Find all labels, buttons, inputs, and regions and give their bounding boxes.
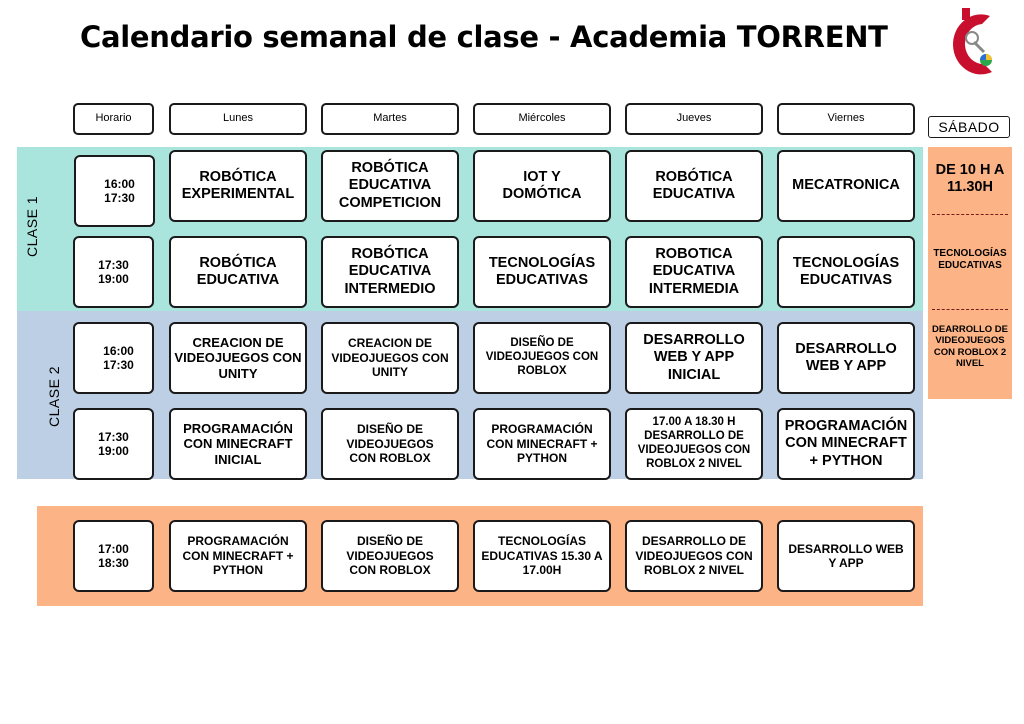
divider (932, 309, 1008, 310)
class-cell: CREACION DE VIDEOJUEGOS CON UNITY (169, 322, 307, 394)
saturday-time: DE 10 H A 11.30H (935, 162, 1005, 196)
class-cell: ROBÓTICA EXPERIMENTAL (169, 150, 307, 222)
class-cell: IOT Y DOMÓTICA (473, 150, 611, 222)
class-cell: DESARROLLO WEB Y APP INICIAL (625, 322, 763, 394)
class-cell: DESARROLLO WEB Y APP (777, 322, 915, 394)
class-cell: CREACION DE VIDEOJUEGOS CON UNITY (321, 322, 459, 394)
time-slot: 17:30 19:00 (73, 408, 154, 480)
class-cell: ROBÓTICA EDUCATIVA (169, 236, 307, 308)
header-martes: Martes (321, 103, 459, 135)
saturday-class1: TECNOLOGÍAS EDUCATIVAS (933, 248, 1007, 271)
class-cell: 17.00 A 18.30 H DESARROLLO DE VIDEOJUEGOS CON ROBLOX 2 NIVEL (625, 408, 763, 480)
class-cell: DESARROLLO WEB Y APP (777, 520, 915, 592)
time-slot: 17:30 19:00 (73, 236, 154, 308)
class-cell: DESARROLLO DE VIDEOJUEGOS CON ROBLOX 2 NIVEL (625, 520, 763, 592)
header-jueves: Jueves (625, 103, 763, 135)
class-cell: ROBÓTICA EDUCATIVA COMPETICION (321, 150, 459, 222)
class-cell: DISEÑO DE VIDEOJUEGOS CON ROBLOX (473, 322, 611, 394)
time-slot: 17:00 18:30 (73, 520, 154, 592)
time-slot: 16:00 17:30 (74, 155, 155, 227)
header-sabado: SÁBADO (928, 116, 1010, 138)
class-cell: ROBOTICA EDUCATIVA INTERMEDIA (625, 236, 763, 308)
class-cell: TECNOLOGÍAS EDUCATIVAS (777, 236, 915, 308)
saturday-class2: DEARROLLO DE VIDEOJUEGOS CON ROBLOX 2 NIVEL (932, 324, 1008, 370)
class-cell: PROGRAMACIÓN CON MINECRAFT INICIAL (169, 408, 307, 480)
class-cell: DISEÑO DE VIDEOJUEGOS CON ROBLOX (321, 408, 459, 480)
class-cell: DISEÑO DE VIDEOJUEGOS CON ROBLOX (321, 520, 459, 592)
clase1-label: CLASE 1 (24, 195, 40, 257)
page-title: Calendario semanal de clase - Academia TORRENT (80, 20, 888, 54)
header-viernes: Viernes (777, 103, 915, 135)
class-cell: PROGRAMACIÓN CON MINECRAFT + PYTHON (777, 408, 915, 480)
class-cell: MECATRONICA (777, 150, 915, 222)
header-miercoles: Miércoles (473, 103, 611, 135)
clase2-label: CLASE 2 (46, 365, 62, 427)
class-cell: TECNOLOGÍAS EDUCATIVAS 15.30 A 17.00H (473, 520, 611, 592)
class-cell: TECNOLOGÍAS EDUCATIVAS (473, 236, 611, 308)
class-cell: PROGRAMACIÓN CON MINECRAFT + PYTHON (169, 520, 307, 592)
time-slot: 16:00 17:30 (73, 322, 154, 394)
class-cell: ROBÓTICA EDUCATIVA (625, 150, 763, 222)
class-cell: ROBÓTICA EDUCATIVA INTERMEDIO (321, 236, 459, 308)
academy-logo-icon (942, 6, 1002, 80)
header-horario: Horario (73, 103, 154, 135)
divider (932, 214, 1008, 215)
header-lunes: Lunes (169, 103, 307, 135)
class-cell: PROGRAMACIÓN CON MINECRAFT + PYTHON (473, 408, 611, 480)
